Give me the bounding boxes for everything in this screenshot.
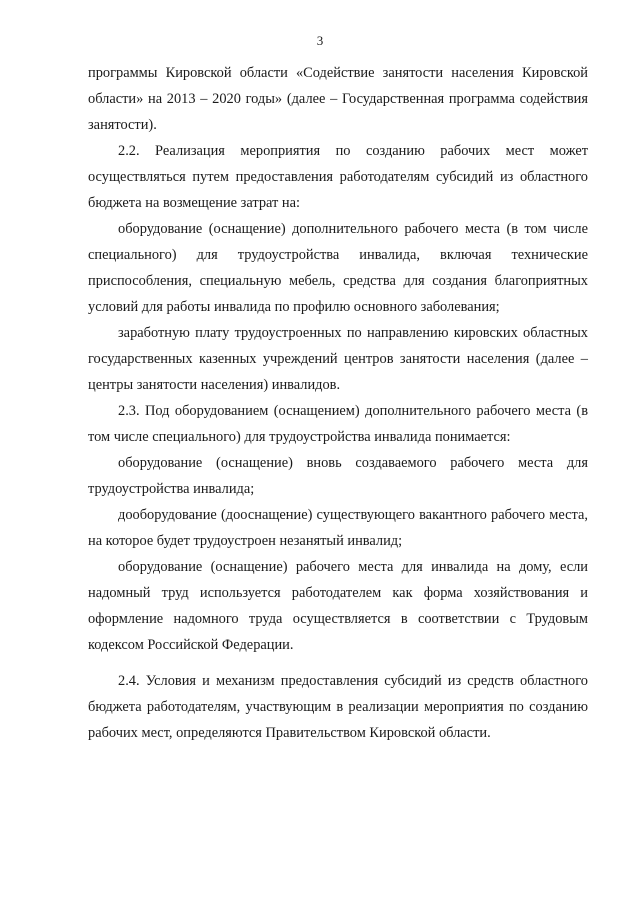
- paragraph-home-workplace: оборудование (оснащение) рабочего места для инвалида на дому, если надомный труд используется работодателем как форма хозяйствования и оформление надомного труда осуществляется в соответствии с Трудовым кодексом Российской Федерации.: [88, 559, 588, 653]
- paragraph-program-continuation: программы Кировской области «Содействие занятости населения Кировской области» на 2013 – 2020 годы» (далее – Государственная программа содействия занятости).: [88, 65, 588, 133]
- paragraph-salary-costs: заработную плату трудоустроенных по направлению кировских областных государственных казенных учреждений центров занятости населения (далее – центры занятости населения) инвалидов.: [88, 325, 588, 393]
- paragraph-2-4: 2.4. Условия и механизм предоставления субсидий из средств областного бюджета работодателям, участвующим в реализации мероприятия по созданию рабочих мест, определяются Правительством Кировской области.: [88, 673, 588, 741]
- paragraph-2-2: 2.2. Реализация мероприятия по созданию рабочих мест может осуществляться путем предоставления работодателям субсидий из областного бюджета на возмещение затрат на:: [88, 143, 588, 211]
- paragraph-equipment-costs: оборудование (оснащение) дополнительного рабочего места (в том числе специального) для трудоустройства инвалида, включая технические приспособления, специальную мебель, средства для создания благоприятных условий для работы инвалида по профилю основного заболевания;: [88, 221, 588, 315]
- paragraph-2-3: 2.3. Под оборудованием (оснащением) дополнительного рабочего места (в том числе специального) для трудоустройства инвалида понимается:: [88, 403, 588, 445]
- paragraph-new-workplace: оборудование (оснащение) вновь создаваемого рабочего места для трудоустройства инвалида;: [88, 455, 588, 497]
- page-number: 3: [316, 33, 324, 48]
- document-body: [88, 60, 588, 746]
- paragraph-vacant-workplace: дооборудование (дооснащение) существующего вакантного рабочего места, на которое будет трудоустроен незанятый инвалид;: [88, 507, 588, 549]
